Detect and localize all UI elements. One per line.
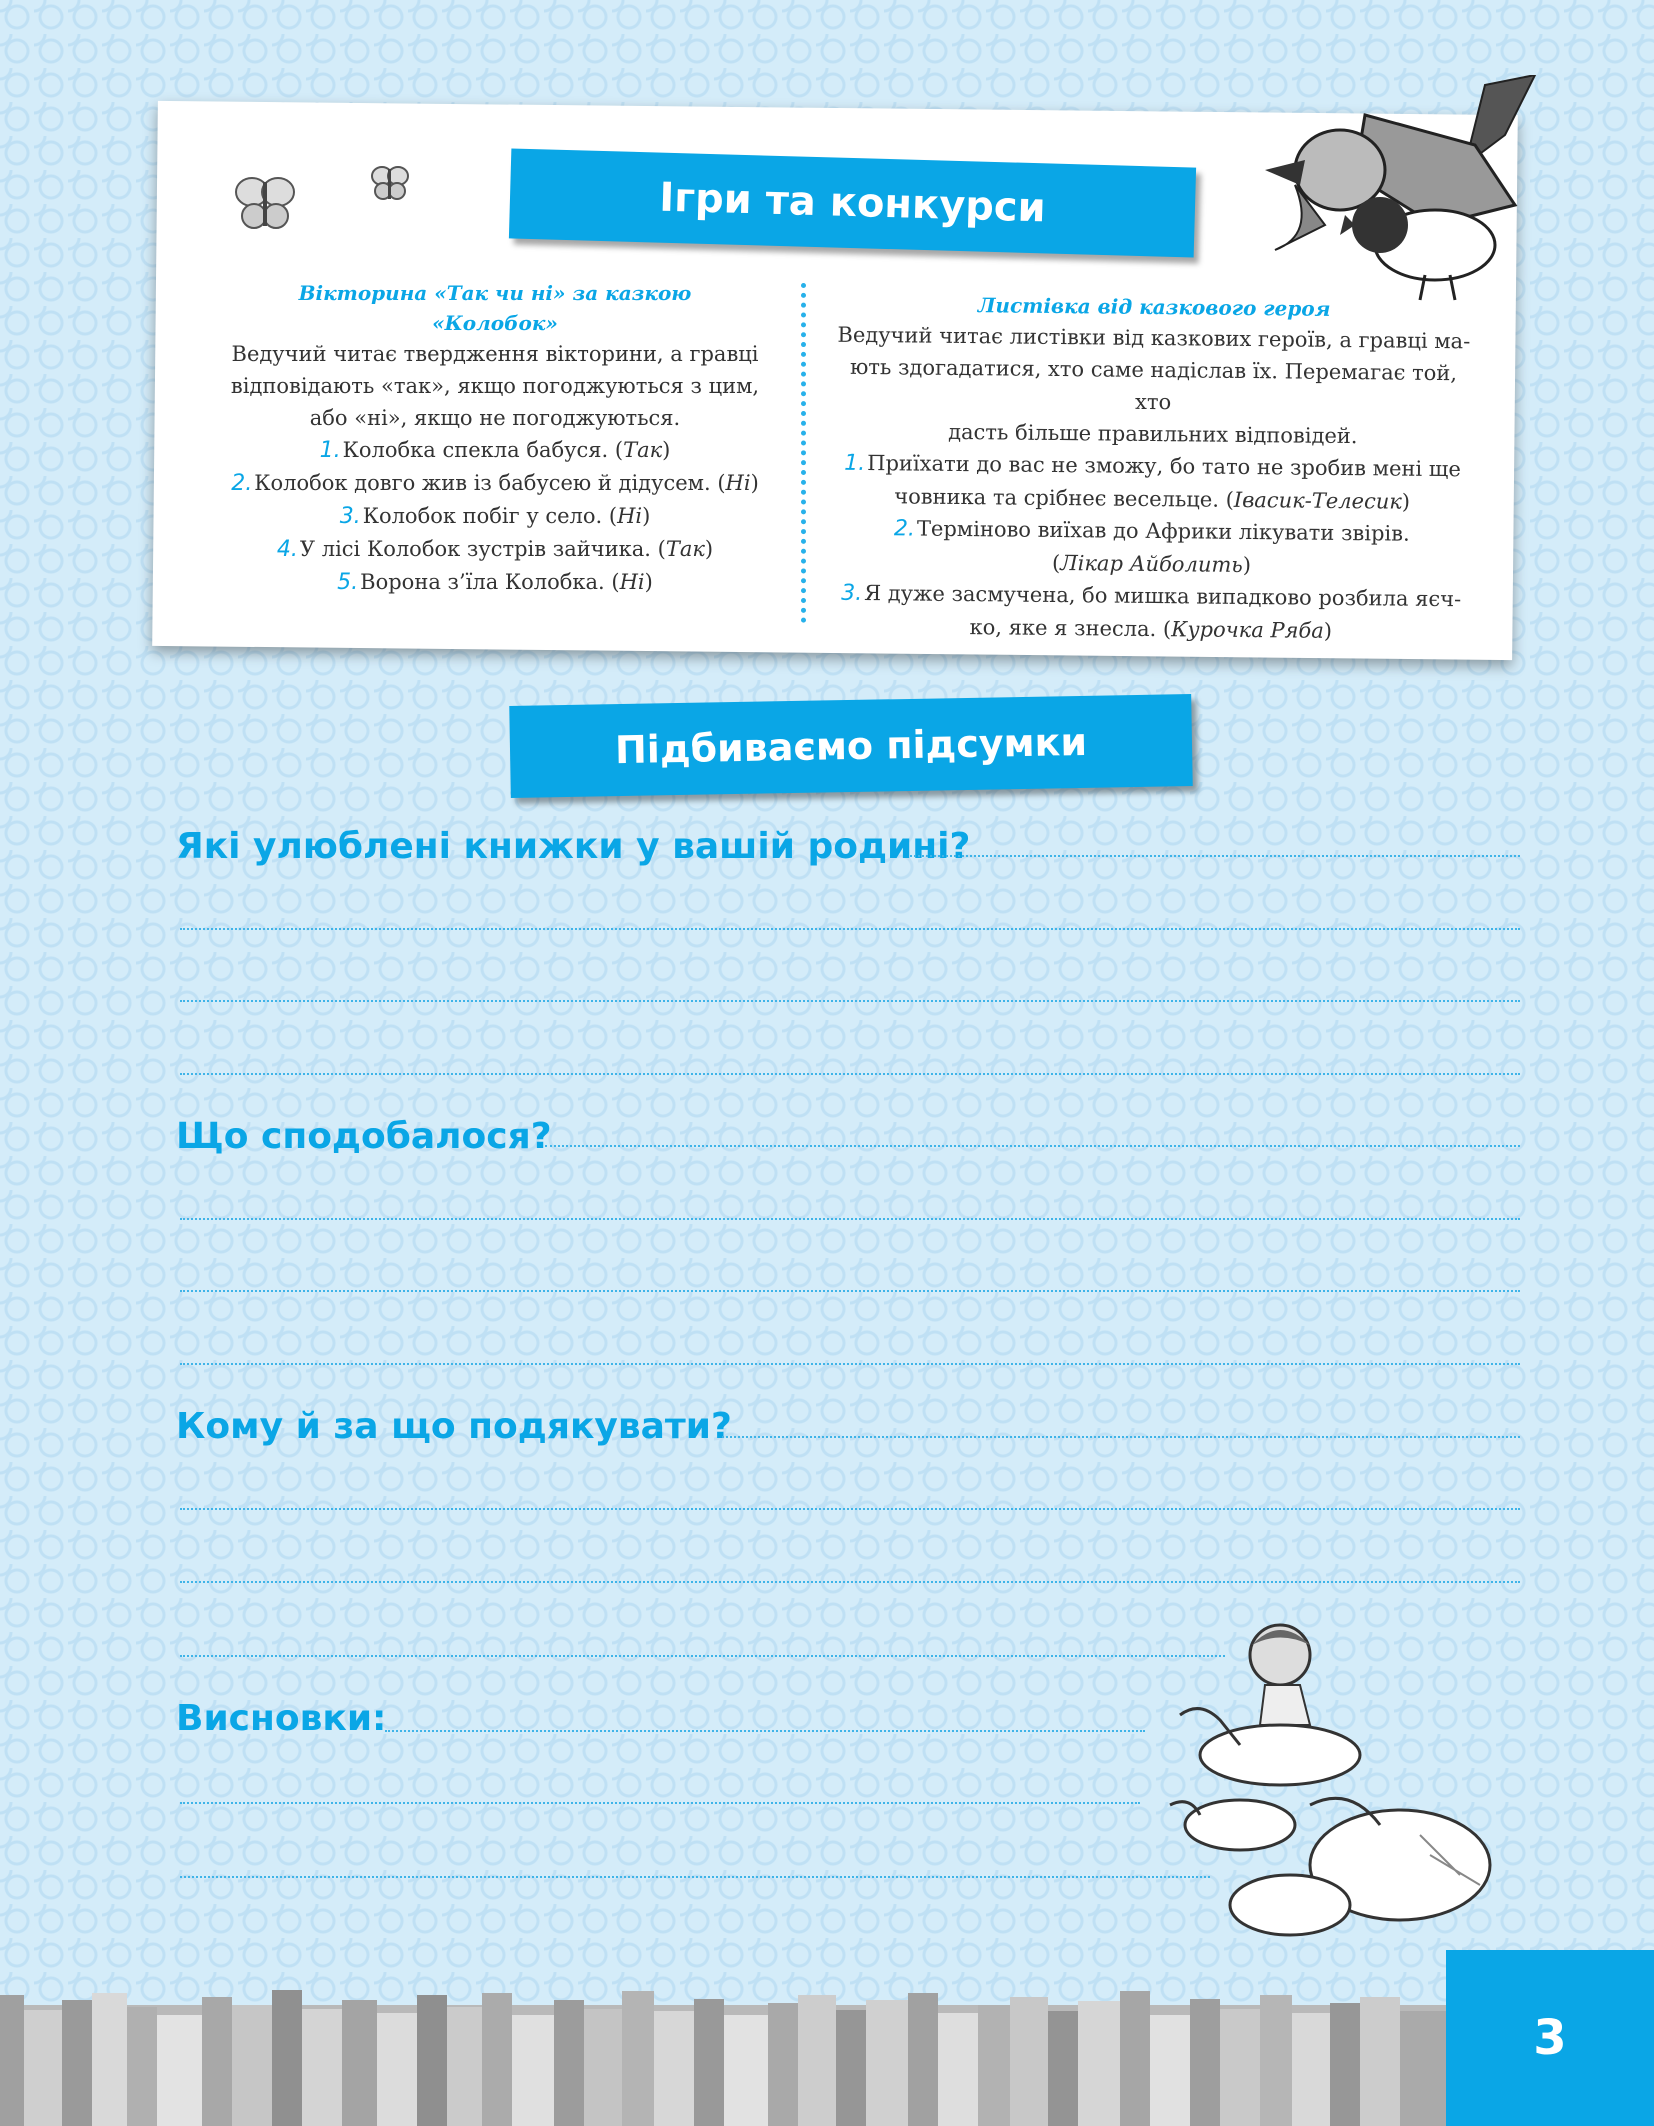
postcard-item-text: ко, яке я знесла. ( <box>969 615 1172 642</box>
quiz-item-answer: Так <box>623 438 663 462</box>
postcard-item-number: 2. <box>893 516 916 542</box>
answer-line[interactable] <box>180 1073 1520 1075</box>
postcard-item-close: ) <box>1242 552 1252 578</box>
question-thanks: Кому й за що подякувати? <box>176 1406 732 1447</box>
books-row <box>0 1985 1446 2126</box>
page-number <box>1446 1950 1654 2126</box>
quiz-item-answer: Так <box>665 537 705 561</box>
postcard-item-text: ( <box>1051 550 1061 576</box>
summary-banner-title: Підбиваємо підсумки <box>614 719 1088 773</box>
postcard-item-text: Терміново виїхав до Африки лікувати звірів. <box>916 516 1410 546</box>
answer-line[interactable] <box>385 1730 1145 1732</box>
answer-line[interactable] <box>180 1581 1520 1583</box>
quiz-item-close: ) <box>704 537 714 561</box>
postcard-item-answer: Івасик-Телесик <box>1233 487 1402 514</box>
postcard-item-text: човника та срібнеє весельце. ( <box>894 484 1234 512</box>
postcard-item-answer: Курочка Ряба <box>1171 617 1324 643</box>
quiz-item-number: 1. <box>319 438 341 463</box>
question-favorite-books: Які улюблені книжки у вашій родині? <box>176 826 971 867</box>
quiz-item <box>205 566 785 599</box>
page-number-text: 3 <box>1533 2010 1567 2066</box>
butterfly-icon <box>230 170 300 240</box>
answer-line[interactable] <box>180 1876 1210 1878</box>
boy-on-geese-illustration <box>1160 1605 1520 1965</box>
quiz-item-answer: Ні <box>619 570 645 594</box>
postcard-item-number: 1. <box>844 450 866 476</box>
answer-line[interactable] <box>180 928 1520 930</box>
quiz-item-text: Ворона з’їла Колобка. ( <box>360 570 620 594</box>
answer-line[interactable] <box>180 1802 1140 1804</box>
postcard-item-text: Я дуже засмучена, бо мишка випадково розбила яєч- <box>864 580 1462 612</box>
answer-line[interactable] <box>180 1000 1520 1002</box>
postcard-item-number: 3. <box>841 580 863 606</box>
quiz-item-close: ) <box>662 438 671 462</box>
quiz-title-line2: «Колобок» <box>432 311 558 335</box>
answer-line[interactable] <box>722 1436 1520 1438</box>
postcard-intro-line: Ведучий читає листівки від казкових героїв, а гравці ма- <box>837 322 1471 354</box>
answer-line[interactable] <box>180 1508 1520 1510</box>
quiz-intro-line: Ведучий читає твердження вікторини, а гравці <box>231 342 759 366</box>
quiz-item <box>205 500 785 533</box>
postcard-item-line <box>829 577 1474 617</box>
question-liked: Що сподобалося? <box>176 1116 552 1157</box>
question-conclusions: Висновки: <box>176 1698 387 1739</box>
quiz-item-close: ) <box>642 504 651 528</box>
quiz-item-number: 5. <box>337 570 359 595</box>
postcard-item-answer: Лікар Айболить <box>1060 551 1243 577</box>
postcard-item-close: ) <box>1401 489 1411 514</box>
postcard-item-line <box>828 610 1473 649</box>
games-banner-title: Ігри та конкурси <box>658 174 1047 232</box>
answer-line[interactable] <box>180 1363 1520 1365</box>
birds-illustration <box>1235 75 1545 305</box>
postcard-intro-line: дасть більше правильних відповідей. <box>948 419 1358 449</box>
postcard-intro-line: ють здогадатися, хто саме надіслав їх. Перемагає той, хто <box>849 354 1458 415</box>
quiz-item-number: 4. <box>276 537 298 562</box>
quiz-item-text: Колобок побіг у село. ( <box>362 504 618 528</box>
quiz-title-line1: Вікторина «Так чи ні» за казкою <box>298 281 692 305</box>
quiz-item-answer: Ні <box>617 504 643 528</box>
quiz-column <box>205 278 785 599</box>
answer-line[interactable] <box>910 855 1520 857</box>
quiz-item <box>205 467 785 500</box>
quiz-item-number: 3. <box>339 504 361 529</box>
quiz-item-close: ) <box>750 471 759 495</box>
quiz-item-text: Колобка спекла бабуся. ( <box>342 438 624 462</box>
quiz-item <box>205 434 785 467</box>
butterfly-icon <box>368 163 412 203</box>
answer-line[interactable] <box>180 1655 1225 1657</box>
postcard-item-close: ) <box>1323 618 1333 643</box>
postcard-title: Листівка від казкового героя <box>977 293 1331 321</box>
games-banner <box>509 148 1196 257</box>
answer-line[interactable] <box>545 1145 1520 1147</box>
quiz-item-text: Колобок довго жив із бабусею й дідусем. ( <box>254 471 726 495</box>
answer-line[interactable] <box>180 1290 1520 1292</box>
postcard-item-line <box>829 512 1474 552</box>
quiz-intro-line: або «ні», якщо не погоджуються. <box>309 406 681 430</box>
postcard-column <box>828 289 1477 649</box>
quiz-intro-line: відповідають «так», якщо погоджуються з цим, <box>230 374 760 398</box>
column-divider <box>801 283 806 623</box>
quiz-item-answer: Ні <box>725 471 751 495</box>
quiz-item-number: 2. <box>231 471 253 496</box>
quiz-item-text: У лісі Колобок зустрів зайчика. ( <box>299 537 666 561</box>
quiz-item-close: ) <box>644 570 653 594</box>
summary-banner <box>509 694 1193 798</box>
answer-line[interactable] <box>180 1218 1520 1220</box>
postcard-item-text: Приїхати до вас не зможу, бо тато не зробив мені ще <box>867 451 1461 482</box>
quiz-item <box>205 533 785 566</box>
